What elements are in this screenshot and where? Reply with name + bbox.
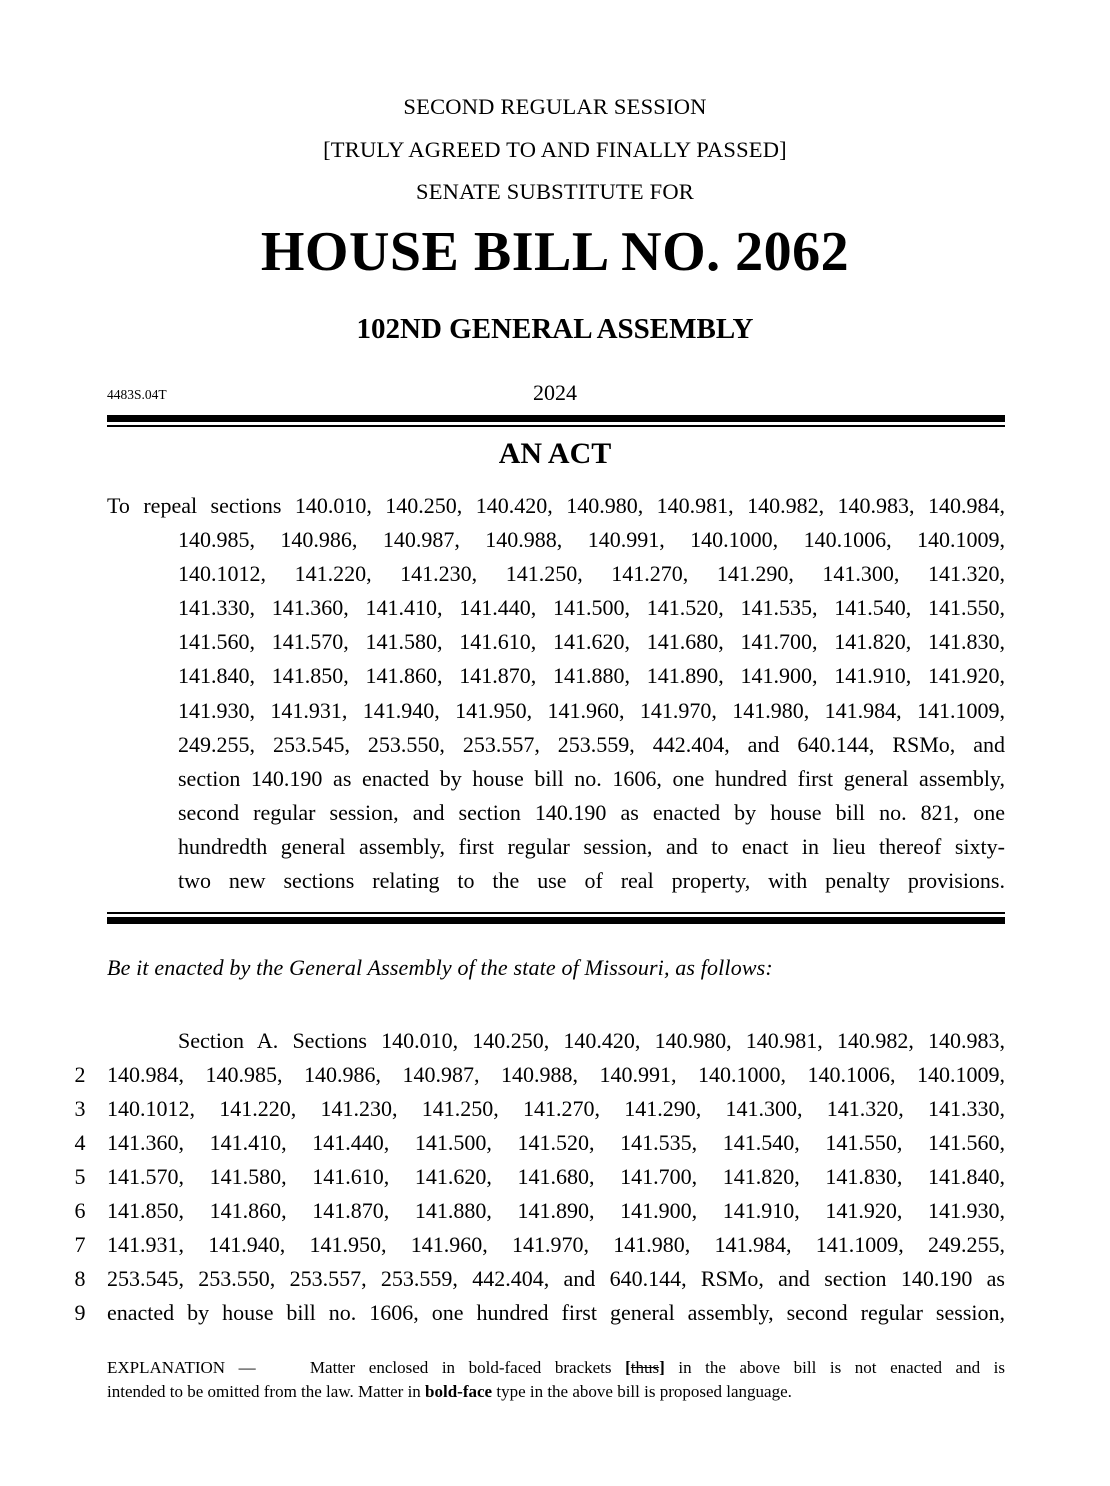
act-line: section 140.190 as enacted by house bill no. 1606, one hundred first general assembly, xyxy=(178,765,1005,791)
explanation-label: EXPLANATION — xyxy=(107,1358,256,1377)
line-number: 2 xyxy=(74,1062,86,1087)
line-number: 6 xyxy=(74,1198,86,1223)
line-number: 7 xyxy=(74,1232,86,1257)
session-label: SECOND REGULAR SESSION xyxy=(403,94,707,119)
act-line: 141.840, 141.850, 141.860, 141.870, 141.880, 141.890, 141.900, 141.910, 141.920, xyxy=(178,663,1005,689)
line-number: 8 xyxy=(74,1266,86,1291)
line-text: Section A. Sections 140.010, 140.250, 140.420, 140.980, 140.981, 140.982, 140.983, xyxy=(178,1028,1005,1053)
section-line xyxy=(0,1126,1110,1160)
act-line: 141.330, 141.360, 141.410, 141.440, 141.500, 141.520, 141.535, 141.540, 141.550, xyxy=(178,595,1005,621)
passage-status: [TRULY AGREED TO AND FINALLY PASSED] xyxy=(323,137,787,162)
top-thin-rule xyxy=(107,425,1005,427)
struck-example: thus xyxy=(630,1358,660,1377)
act-line: To repeal sections 140.010, 140.250, 140.420, 140.980, 140.981, 140.982, 140.983, 140.984, xyxy=(107,493,1005,518)
act-line: 141.930, 141.931, 141.940, 141.950, 141.960, 141.970, 141.980, 141.984, 141.1009, xyxy=(178,697,1005,723)
bottom-thin-rule xyxy=(107,912,1005,914)
line-text: 141.570, 141.580, 141.610, 141.620, 141.680, 141.700, 141.820, 141.830, 141.840, xyxy=(107,1164,1005,1189)
act-heading: AN ACT xyxy=(498,437,612,470)
bottom-thick-rule xyxy=(107,917,1005,924)
explanation-line-1 xyxy=(107,1356,1005,1380)
explanation-text: in the above bill is not enacted and is xyxy=(678,1358,1006,1377)
line-text: 141.850, 141.860, 141.870, 141.880, 141.890, 141.900, 141.910, 141.920, 141.930, xyxy=(107,1198,1005,1223)
top-thick-rule xyxy=(107,415,1005,422)
act-line: two new sections relating to the use of real property, with penalty provisions. xyxy=(178,868,1005,894)
section-line xyxy=(0,1228,1110,1262)
act-line: 140.1012, 141.220, 141.230, 141.250, 141.270, 141.290, 141.300, 141.320, xyxy=(178,561,1005,587)
explanation-text: intended to be omitted from the law. Matter in xyxy=(107,1381,421,1401)
act-line: 140.985, 140.986, 140.987, 140.988, 140.991, 140.1000, 140.1006, 140.1009, xyxy=(178,527,1005,553)
bracket-open: [ xyxy=(625,1358,631,1377)
section-line xyxy=(0,1194,1110,1228)
section-a xyxy=(0,1024,1110,1330)
explanation-text: type in the above bill is proposed language. xyxy=(496,1381,792,1401)
line-number: 4 xyxy=(74,1130,86,1155)
line-text: enacted by house bill no. 1606, one hundred first general assembly, second regular session, xyxy=(107,1300,1005,1325)
general-assembly: 102ND GENERAL ASSEMBLY xyxy=(356,313,754,345)
section-line xyxy=(0,1092,1110,1126)
line-number: 9 xyxy=(74,1300,86,1325)
bold-example: bold-face xyxy=(425,1381,493,1401)
section-line xyxy=(0,1262,1110,1296)
substitute-label: SENATE SUBSTITUTE FOR xyxy=(416,179,694,204)
bill-title: HOUSE BILL NO. 2062 xyxy=(260,221,850,283)
session-year: 2024 xyxy=(533,380,577,405)
explanation-note xyxy=(107,1356,1005,1403)
act-line: hundredth general assembly, first regular session, and to enact in lieu thereof sixty- xyxy=(178,833,1005,859)
document-code: 4483S.04T xyxy=(107,387,167,402)
line-text: 141.360, 141.410, 141.440, 141.500, 141.520, 141.535, 141.540, 141.550, 141.560, xyxy=(107,1130,1005,1155)
section-line xyxy=(0,1160,1110,1194)
act-line: 141.560, 141.570, 141.580, 141.610, 141.620, 141.680, 141.700, 141.820, 141.830, xyxy=(178,629,1005,655)
act-line: 249.255, 253.545, 253.550, 253.557, 253.559, 442.404, and 640.144, RSMo, and xyxy=(178,731,1005,757)
act-title-text xyxy=(107,489,1005,898)
section-line xyxy=(0,1296,1110,1330)
section-line xyxy=(0,1024,1110,1058)
explanation-text: Matter enclosed in bold-faced brackets xyxy=(309,1358,612,1377)
line-text: 140.984, 140.985, 140.986, 140.987, 140.988, 140.991, 140.1000, 140.1006, 140.1009, xyxy=(107,1062,1005,1087)
bracket-close: ] xyxy=(659,1358,665,1377)
act-line: second regular session, and section 140.190 as enacted by house bill no. 821, one xyxy=(178,799,1005,825)
enacting-clause: Be it enacted by the General Assembly of the state of Missouri, as follows: xyxy=(107,955,773,980)
section-line xyxy=(0,1058,1110,1092)
line-number: 5 xyxy=(74,1164,86,1189)
line-text: 140.1012, 141.220, 141.230, 141.250, 141.270, 141.290, 141.300, 141.320, 141.330, xyxy=(107,1096,1005,1121)
line-text: 253.545, 253.550, 253.557, 253.559, 442.404, and 640.144, RSMo, and section 140.190 as xyxy=(107,1266,1005,1291)
line-text: 141.931, 141.940, 141.950, 141.960, 141.970, 141.980, 141.984, 141.1009, 249.255, xyxy=(107,1232,1005,1257)
explanation-line-2 xyxy=(107,1382,792,1401)
line-number: 3 xyxy=(74,1096,86,1121)
